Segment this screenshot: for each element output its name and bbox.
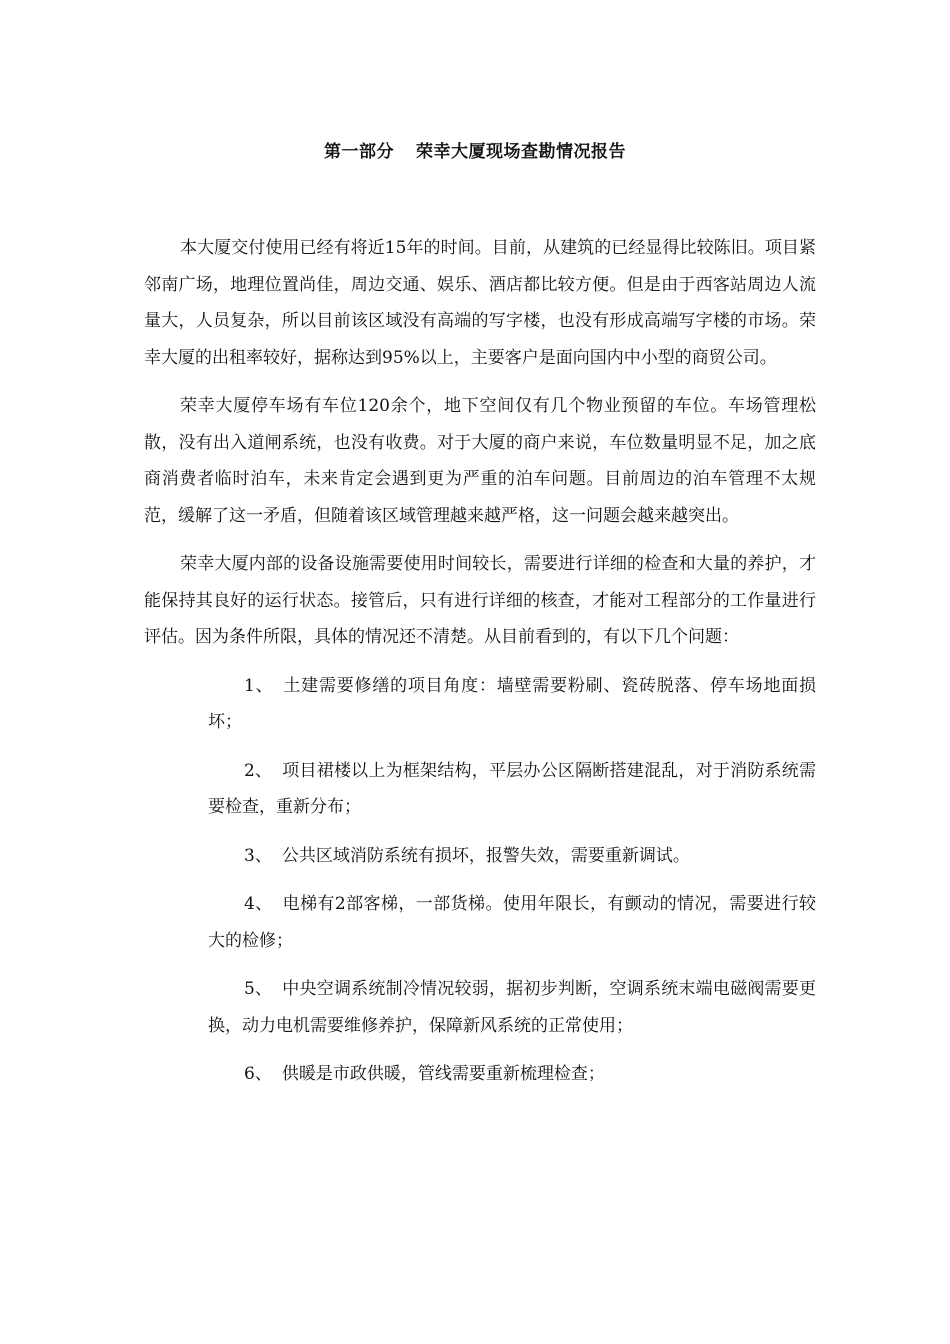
list-item-number: 5、 bbox=[244, 979, 273, 999]
list-item-number: 4、 bbox=[244, 894, 273, 914]
list-item-number: 2、 bbox=[244, 760, 273, 781]
list-item bbox=[208, 753, 816, 826]
issue-list bbox=[144, 668, 816, 1093]
document-body bbox=[144, 230, 816, 1105]
list-item-text: 中央空调系统制冷情况较弱，据初步判断，空调系统末端电磁阀需要更换，动力电机需要维修养护，保障新风系统的正常使用； bbox=[208, 979, 816, 1036]
list-item bbox=[208, 886, 816, 959]
title-part: 第一部分 bbox=[324, 142, 394, 162]
paragraph: 本大厦交付使用已经有将近15年的时间。目前，从建筑的已经显得比较陈旧。项目紧邻南广场，地理位置尚佳，周边交通、娱乐、酒店都比较方便。但是由于西客站周边人流量大，人员复杂，所以目前该区域没有高端的写字楼，也没有形成高端写字楼的市场。荣幸大厦的出租率较好，据称达到95%以上，主要客户是面向国内中小型的商贸公司。 bbox=[144, 238, 816, 368]
paragraph: 荣幸大厦停车场有车位120余个，地下空间仅有几个物业预留的车位。车场管理松散，没有出入道闸系统，也没有收费。对于大厦的商户来说，车位数量明显不足，加之底商消费者临时泊车，未来肯定会遇到更为严重的泊车问题。目前周边的泊车管理不太规范，缓解了这一矛盾，但随着该区域管理越来越严格，这一问题会越来越突出。 bbox=[144, 396, 816, 526]
list-item-number: 6、 bbox=[244, 1064, 272, 1084]
list-item-text: 供暖是市政供暖，管线需要重新梳理检查； bbox=[281, 1064, 605, 1084]
list-item-text: 电梯有2部客梯，一部货梯。使用年限长，有颤动的情况，需要进行较大的检修； bbox=[208, 894, 816, 951]
list-item bbox=[208, 668, 816, 741]
list-item bbox=[208, 971, 816, 1044]
list-item-text: 公共区域消防系统有损坏，报警失效，需要重新调试。 bbox=[281, 845, 690, 866]
list-item-text: 项目裙楼以上为框架结构，平层办公区隔断搭建混乱，对于消防系统需要检查，重新分布； bbox=[208, 760, 816, 817]
paragraph: 荣幸大厦内部的设备设施需要使用时间较长，需要进行详细的检查和大量的养护，才能保持其良好的运行状态。接管后，只有进行详细的核查，才能对工程部分的工作量进行评估。因为条件所限，具体的情况还不清楚。从目前看到的，有以下几个问题： bbox=[144, 554, 816, 647]
list-item-number: 3、 bbox=[244, 845, 272, 866]
page-title bbox=[0, 140, 950, 164]
list-item bbox=[208, 838, 816, 875]
list-item bbox=[208, 1056, 816, 1093]
list-item-number: 1、 bbox=[244, 675, 274, 696]
title-text: 荣幸大厦现场查勘情况报告 bbox=[416, 142, 626, 162]
list-item-text: 土建需要修缮的项目角度：墙壁需要粉刷、瓷砖脱落、停车场地面损坏； bbox=[208, 675, 817, 732]
